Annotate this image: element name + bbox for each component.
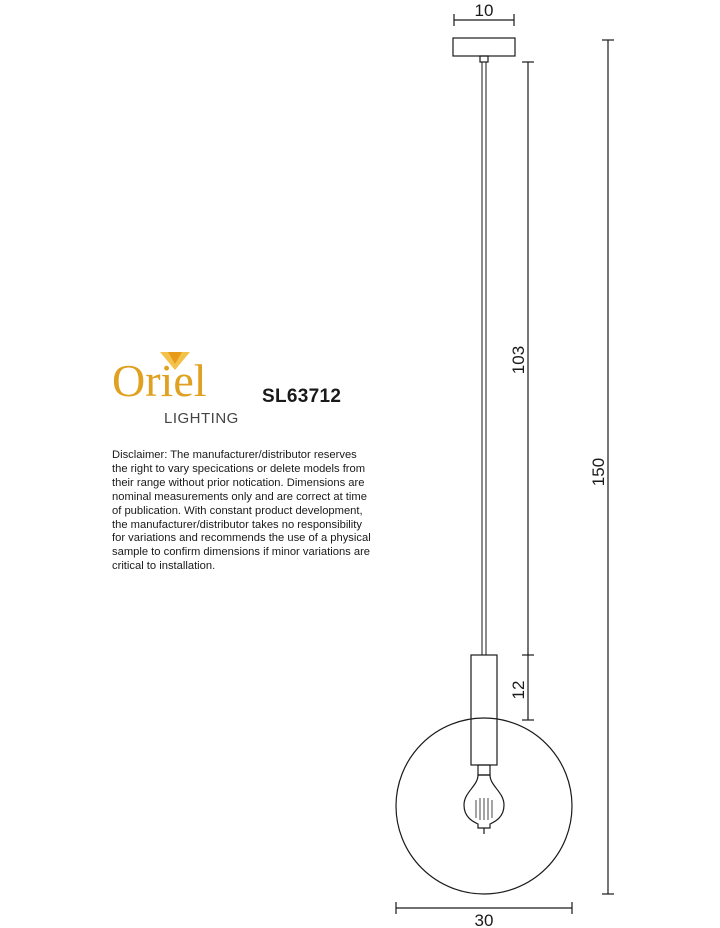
bulb-base (478, 765, 490, 775)
total-height-label: 150 (589, 457, 608, 487)
disclaimer-text: Disclaimer: The manufacturer/distributor reserves the right to vary specications or delete models from their range without prior notication. Dimensions are nominal measurements only and are correct at time of publication. With constant product development, the manufacturer/distributor takes no responsibility for variations and recommends the use of a physical sample to confirm dimensions if minor variations are critical to installation. (112, 449, 371, 573)
canopy-width-label: 10 (474, 1, 494, 20)
model-number: SL63712 (262, 386, 342, 407)
canopy-stem (480, 56, 488, 62)
globe-diameter-label: 30 (474, 911, 494, 928)
canopy (453, 38, 515, 56)
brand-subtitle: LIGHTING (164, 410, 239, 427)
holder-length-label: 12 (509, 680, 528, 700)
brand-word: Oriel (112, 355, 207, 406)
cord-length-label: 103 (509, 345, 528, 375)
lamp-holder (471, 655, 497, 765)
